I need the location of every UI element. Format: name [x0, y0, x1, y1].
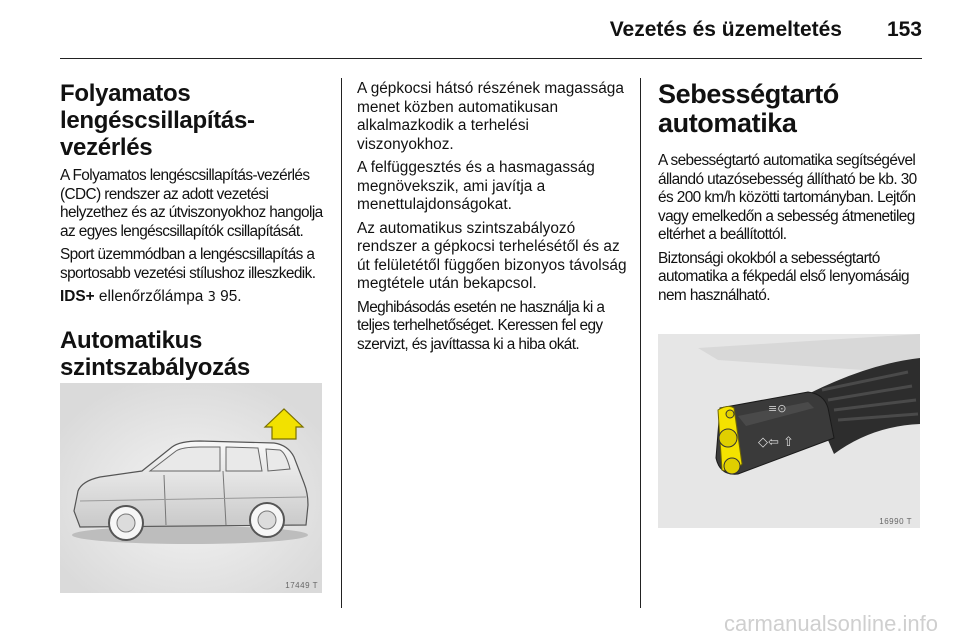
column-1: [60, 80, 330, 381]
ref-page: 95.: [215, 288, 242, 305]
figure-code: 16990 T: [879, 517, 912, 526]
svg-text:≡⊙: ≡⊙: [768, 402, 787, 415]
level-paragraph-1: A gépkocsi hátsó részének magassága menet közben automatikusan alkalmazkodik a terhelési viszonyokhoz.: [357, 80, 624, 153]
figure-code: 17449 T: [285, 581, 318, 590]
page-ref-arrow-icon: 3: [207, 290, 216, 305]
column-divider-left: [341, 78, 342, 608]
cdc-paragraph-1: A Folyamatos lengéscsillapítás-vezérlés (CDC) rendszer az adott vezetési helyzethez és az útviszonyokhoz hangolja az egyes lengéscsillapítók csillapítását.: [60, 167, 323, 240]
page-number: 153: [886, 18, 922, 41]
section-heading-cdc: Folyamatos lengéscsillapítás-vezérlés: [60, 80, 255, 161]
column-divider-right: [640, 78, 641, 608]
level-paragraph-4: Meghibásodás esetén ne használja ki a teljes terhelhetőséget. Keressen fel egy szervizt, és javíttassa ki a hiba okát.: [357, 298, 605, 353]
svg-text:◇⇦ ⇧: ◇⇦ ⇧: [758, 435, 794, 450]
cruise-lever-figure: [658, 334, 920, 528]
car-level-figure: [60, 383, 322, 593]
header-title: Vezetés és üzemeltetés: [609, 18, 842, 41]
column-2: [357, 80, 627, 359]
cruise-paragraph-2: Biztonsági okokból a sebességtartó automatika a fékpedál első lenyomásáig nem használható.: [658, 249, 909, 304]
cruise-paragraph-1: A sebességtartó automatika segítségével állandó utazósebesség állítható be kb. 30 és 200 km/h közötti tartományban. Lejtőn vagy emelkedőn a sebesség átmenetileg eltérhet a beállítottól.: [658, 152, 917, 243]
watermark: carmanualsonline.info: [723, 611, 938, 636]
ref-text: ellenőrzőlámpa: [94, 288, 208, 305]
level-paragraph-3: Az automatikus szintszabályozó rendszer a gépkocsi terhelésétől és az út felületétől függően bizonyos távolság megtétele után bekapcsol.: [357, 219, 627, 292]
column-3: [658, 80, 928, 310]
level-paragraph-2: A felfüggesztés és a hasmagasság megnövekszik, ami javítja a menettulajdonságokat.: [357, 159, 595, 213]
cdc-paragraph-2: Sport üzemmódban a lengéscsillapítás a sportosabb vezetési stílushoz illeszkedik.: [60, 246, 316, 282]
section-heading-cruise-control: Sebességtartó automatika: [658, 79, 839, 138]
cdc-reference: [60, 288, 330, 308]
section-heading-level-control: Automatikus szintszabályozás: [60, 326, 250, 381]
ids-label: IDS+: [60, 288, 95, 305]
header-rule: [60, 58, 922, 59]
page-header: [0, 18, 960, 48]
